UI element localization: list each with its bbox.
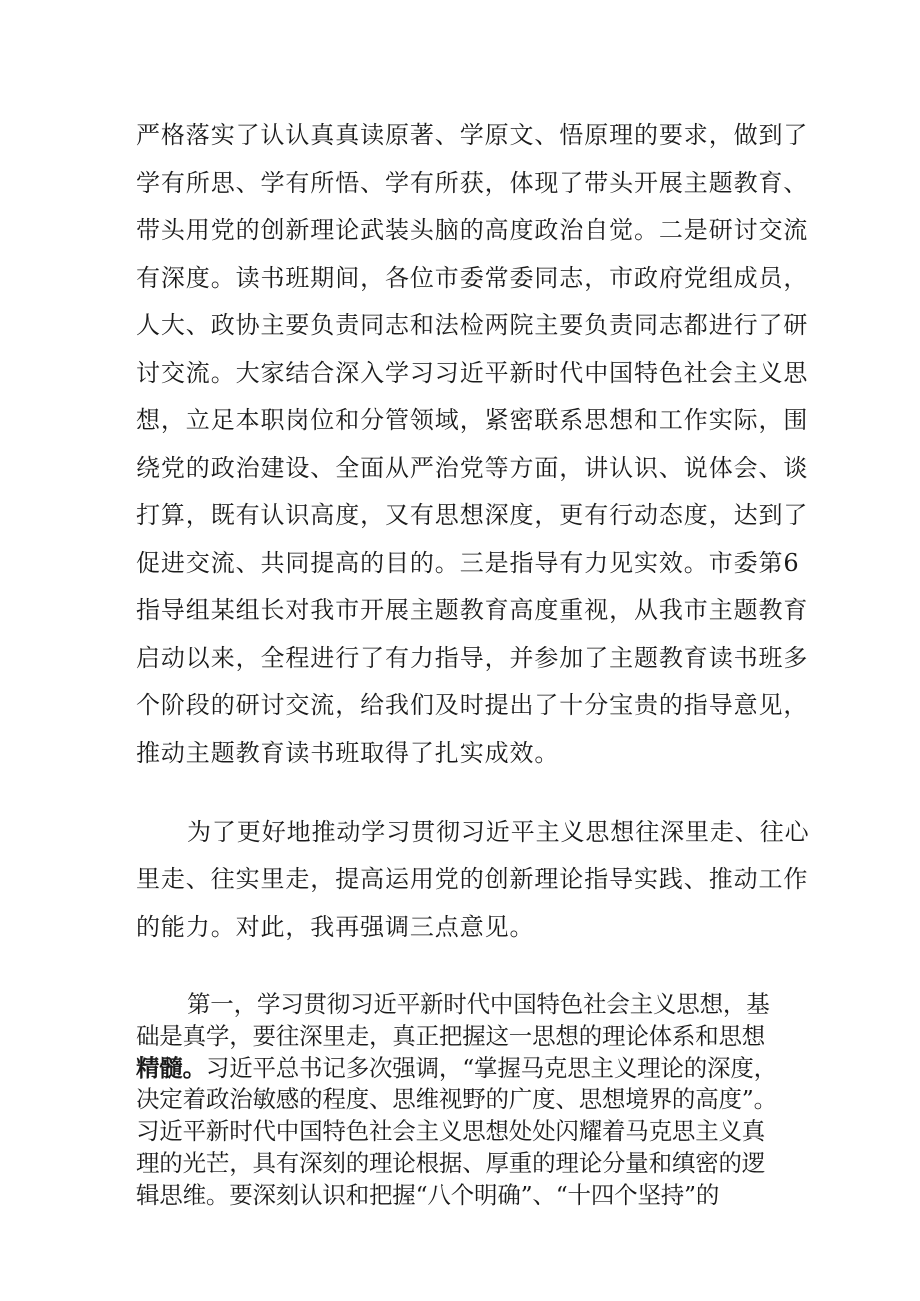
paragraph-3-line: 理的光芒，具有深刻的理论根据、厚重的理论分量和缜密的逻 bbox=[136, 1149, 766, 1177]
paragraph-2-line: 里走、往实里走，提高运用党的创新理论指导实践、推动工作 bbox=[136, 865, 809, 893]
paragraph-1-line: 指导组某组长对我市开展主题教育高度重视，从我市主题教育 bbox=[136, 596, 809, 624]
paragraph-1-line: 带头用党的创新理论武装头脑的高度政治自觉。二是研讨交流 bbox=[136, 216, 809, 244]
paragraph-1-line: 讨交流。大家结合深入学习习近平新时代中国特色社会主义思 bbox=[136, 359, 809, 387]
paragraph-1-line: 学有所思、学有所悟、学有所获，体现了带头开展主题教育、 bbox=[136, 169, 809, 197]
paragraph-3-line: 础是真学，要往深里走，真正把握这一思想的理论体系和思想 bbox=[136, 1022, 766, 1050]
paragraph-2-line: 的能力。对此，我再强调三点意见。 bbox=[136, 913, 535, 941]
paragraph-1-line: 有深度。读书班期间，各位市委常委同志，市政府党组成员， bbox=[136, 264, 809, 292]
paragraph-1-line: 个阶段的研讨交流，给我们及时提出了十分宝贵的指导意见， bbox=[136, 691, 809, 719]
paragraph-1-line: 促进交流、共同提高的目的。三是指导有力见实效。市委第6 bbox=[136, 549, 800, 577]
paragraph-2-line: 为了更好地推动学习贯彻习近平主义思想往深里走、往心 bbox=[187, 818, 810, 846]
paragraph-1-line: 推动主题教育读书班取得了扎实成效。 bbox=[136, 739, 560, 767]
paragraph-3-line: 习近平新时代中国特色社会主义思想处处闪耀着马克思主义真 bbox=[136, 1117, 766, 1145]
paragraph-1-line: 绕党的政治建设、全面从严治党等方面，讲认识、说体会、谈 bbox=[136, 454, 809, 482]
emphasized-text: 精髓。 bbox=[136, 1054, 206, 1082]
paragraph-1-line: 想，立足本职岗位和分管领域，紧密联系思想和工作实际，围 bbox=[136, 406, 809, 434]
paragraph-3-line: 决定着政治敏感的程度、思维视野的广度、思想境界的高度”。 bbox=[136, 1085, 777, 1113]
paragraph-3-line: 第一，学习贯彻习近平新时代中国特色社会主义思想，基 bbox=[187, 990, 770, 1018]
paragraph-1-line: 严格落实了认认真真读原著、学原文、悟原理的要求，做到了 bbox=[136, 121, 809, 149]
paragraph-3-line bbox=[136, 1056, 777, 1080]
paragraph-1-line: 启动以来，全程进行了有力指导，并参加了主题教育读书班多 bbox=[136, 644, 809, 672]
paragraph-3-text: 习近平总书记多次强调，“掌握马克思主义理论的深度， bbox=[205, 1054, 777, 1082]
paragraph-3-line: 辑思维。要深刻认识和把握“八个明确”、“十四个坚持”的 bbox=[136, 1181, 720, 1209]
paragraph-1-line: 打算，既有认识高度，又有思想深度，更有行动态度，达到了 bbox=[136, 501, 809, 529]
paragraph-1-line: 人大、政协主要负责同志和法检两院主要负责同志都进行了研 bbox=[136, 311, 809, 339]
